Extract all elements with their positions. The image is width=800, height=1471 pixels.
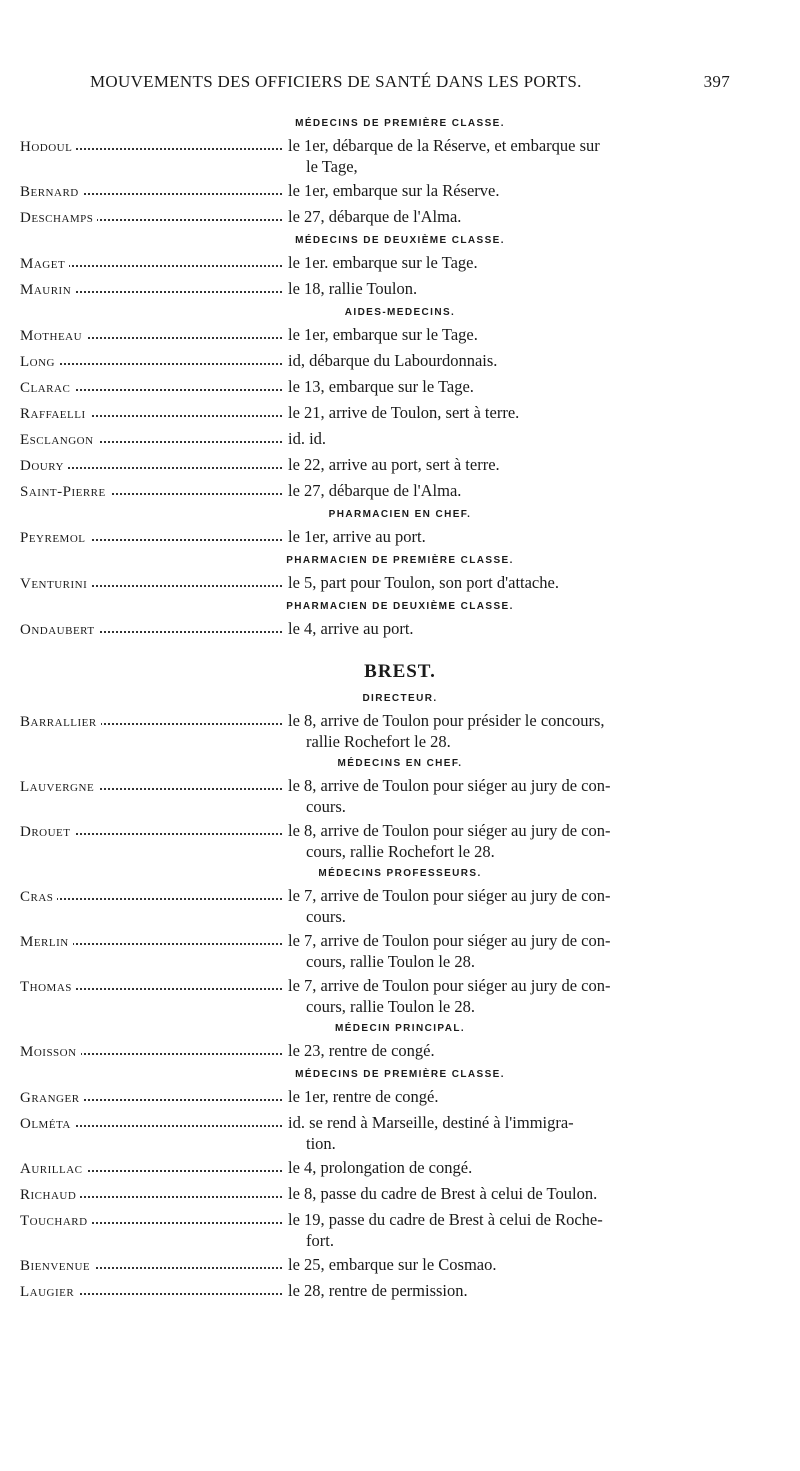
officer-entry	[20, 135, 760, 177]
movement-line-continued: cours.	[306, 797, 346, 816]
movement-note	[288, 1209, 760, 1251]
movement-line-continued: fort.	[306, 1231, 334, 1250]
officer-name: Saint-Pierre	[20, 484, 110, 500]
section-heading: AIDES-MEDECINS.	[344, 307, 456, 318]
section-heading: MÉDECINS DE PREMIÈRE CLASSE.	[295, 118, 505, 129]
officer-name-cell	[20, 402, 288, 425]
movement-line: le 1er, embarque sur la Réserve.	[288, 181, 500, 200]
officer-name: Barrallier	[20, 714, 101, 730]
section-heading: DIRECTEUR.	[362, 693, 438, 704]
officer-entry	[20, 820, 760, 862]
officer-name-cell	[20, 1086, 288, 1109]
movement-line: le 27, débarque de l'Alma.	[288, 207, 462, 226]
officer-name: Granger	[20, 1090, 84, 1106]
movement-line: le 4, arrive au port.	[288, 619, 414, 638]
dot-leader	[20, 363, 282, 365]
officer-name: Laugier	[20, 1284, 78, 1300]
officer-name: Peyremol	[20, 530, 90, 546]
officer-name: Cras	[20, 889, 57, 905]
officer-name-cell	[20, 206, 288, 229]
movement-line: le 1er. embarque sur le Tage.	[288, 253, 478, 272]
officer-name: Raffaelli	[20, 406, 90, 422]
officer-name-cell	[20, 252, 288, 275]
movement-note	[288, 775, 760, 817]
movement-note	[288, 376, 760, 397]
document-body	[20, 112, 760, 1306]
movement-line-continued: cours, rallie Toulon le 28.	[306, 952, 476, 971]
officer-name: Olméta	[20, 1116, 75, 1132]
port-heading: BREST.	[364, 661, 436, 682]
movement-note	[288, 135, 760, 177]
officer-entry	[20, 278, 760, 301]
movement-line: le 8, passe du cadre de Brest à celui de Toulon.	[288, 1184, 598, 1203]
officer-entry	[20, 526, 760, 549]
page-number: 397	[703, 72, 730, 91]
officer-name: Long	[20, 354, 59, 370]
officer-name-cell	[20, 572, 288, 595]
movement-note	[288, 572, 760, 593]
movement-note	[288, 1280, 760, 1301]
movement-note	[288, 324, 760, 345]
movement-line: le 4, prolongation de congé.	[288, 1158, 473, 1177]
movement-note	[288, 1040, 760, 1061]
movement-line: le 1er, arrive au port.	[288, 527, 426, 546]
movement-note	[288, 975, 760, 1017]
movement-note	[288, 526, 760, 547]
movement-line: id, débarque du Labourdonnais.	[288, 351, 498, 370]
section-heading: MÉDECINS PROFESSEURS.	[318, 868, 482, 879]
section-heading: MÉDECINS EN CHEF.	[337, 758, 463, 769]
officer-entry	[20, 324, 760, 347]
officer-name: Maget	[20, 256, 69, 272]
movement-line: le 8, arrive de Toulon pour siéger au jury de con-	[288, 821, 611, 840]
officer-entry	[20, 885, 760, 927]
officer-name: Deschamps	[20, 210, 97, 226]
movement-line-continued: cours.	[306, 907, 346, 926]
movement-note	[288, 206, 760, 227]
movement-line: le 25, embarque sur le Cosmao.	[288, 1255, 497, 1274]
officer-entry	[20, 1254, 760, 1277]
officer-name-cell	[20, 775, 288, 798]
movement-line: le 21, arrive de Toulon, sert à terre.	[288, 403, 520, 422]
officer-name-cell	[20, 428, 288, 451]
officer-entry	[20, 775, 760, 817]
officer-name: Touchard	[20, 1213, 92, 1229]
movement-line: le 1er, débarque de la Réserve, et embarque sur	[288, 136, 600, 155]
officer-entry	[20, 572, 760, 595]
officer-name: Clarac	[20, 380, 74, 396]
officer-name-cell	[20, 480, 288, 503]
movement-note	[288, 402, 760, 423]
officer-name: Esclangon	[20, 432, 98, 448]
officer-name-cell	[20, 975, 288, 998]
officer-entry	[20, 376, 760, 399]
page-title: MOUVEMENTS DES OFFICIERS DE SANTÉ DANS LES PORTS.	[90, 72, 582, 91]
officer-entry	[20, 1280, 760, 1303]
movement-line: le 23, rentre de congé.	[288, 1041, 435, 1060]
officer-entry	[20, 1040, 760, 1063]
movement-line: le 7, arrive de Toulon pour siéger au jury de con-	[288, 976, 611, 995]
movement-line: le 7, arrive de Toulon pour siéger au jury de con-	[288, 931, 611, 950]
movement-note	[288, 480, 760, 501]
officer-entry	[20, 402, 760, 425]
movement-line: le 8, arrive de Toulon pour siéger au jury de con-	[288, 776, 611, 795]
officer-name: Venturini	[20, 576, 91, 592]
officer-name-cell	[20, 1254, 288, 1277]
officer-name-cell	[20, 1280, 288, 1303]
officer-name-cell	[20, 618, 288, 641]
officer-entry	[20, 252, 760, 275]
section-heading: PHARMACIEN DE PREMIÈRE CLASSE.	[286, 555, 514, 566]
officer-name: Ondaubert	[20, 622, 99, 638]
section-heading: MÉDECINS DE PREMIÈRE CLASSE.	[295, 1069, 505, 1080]
movement-note	[288, 180, 760, 201]
movement-note	[288, 350, 760, 371]
officer-name: Doury	[20, 458, 68, 474]
officer-name: Thomas	[20, 979, 76, 995]
officer-name-cell	[20, 350, 288, 373]
movement-note	[288, 885, 760, 927]
movement-note	[288, 820, 760, 862]
movement-note	[288, 1254, 760, 1275]
movement-note	[288, 1086, 760, 1107]
officer-entry	[20, 180, 760, 203]
officer-name: Motheau	[20, 328, 86, 344]
officer-name-cell	[20, 1183, 288, 1206]
officer-name: Lauvergne	[20, 779, 98, 795]
movement-line: id. se rend à Marseille, destiné à l'immigra-	[288, 1113, 574, 1132]
officer-entry	[20, 930, 760, 972]
officer-name-cell	[20, 278, 288, 301]
officer-entry	[20, 480, 760, 503]
officer-name-cell	[20, 885, 288, 908]
section-heading: PHARMACIEN DE DEUXIÈME CLASSE.	[286, 601, 514, 612]
movement-line: le 19, passe du cadre de Brest à celui de Roche-	[288, 1210, 603, 1229]
dot-leader	[20, 898, 282, 900]
movement-note	[288, 930, 760, 972]
movement-line: le 7, arrive de Toulon pour siéger au jury de con-	[288, 886, 611, 905]
movement-note	[288, 1157, 760, 1178]
officer-name-cell	[20, 1157, 288, 1180]
officer-name-cell	[20, 135, 288, 158]
officer-name-cell	[20, 180, 288, 203]
movement-line-continued: tion.	[306, 1134, 336, 1153]
movement-line: le 1er, embarque sur le Tage.	[288, 325, 478, 344]
movement-note	[288, 278, 760, 299]
officer-entry	[20, 1209, 760, 1251]
movement-line: le 13, embarque sur le Tage.	[288, 377, 474, 396]
officer-entry	[20, 428, 760, 451]
officer-entry	[20, 710, 760, 752]
section-heading: PHARMACIEN EN CHEF.	[328, 509, 472, 520]
officer-name: Merlin	[20, 934, 73, 950]
officer-entry	[20, 1086, 760, 1109]
movement-line-continued: cours, rallie Rochefort le 28.	[306, 842, 495, 861]
movement-line: le 8, arrive de Toulon pour présider le concours,	[288, 711, 605, 730]
movement-line: le 22, arrive au port, sert à terre.	[288, 455, 500, 474]
section-heading: MÉDECINS DE DEUXIÈME CLASSE.	[295, 235, 505, 246]
officer-name: Aurillac	[20, 1161, 87, 1177]
movement-line: le 5, part pour Toulon, son port d'attache.	[288, 573, 559, 592]
movement-line: le 18, rallie Toulon.	[288, 279, 418, 298]
officer-entry	[20, 206, 760, 229]
officer-name-cell	[20, 1040, 288, 1063]
movement-note	[288, 428, 760, 449]
officer-name-cell	[20, 710, 288, 733]
officer-entry	[20, 350, 760, 373]
officer-entry	[20, 1157, 760, 1180]
movement-line: le 1er, rentre de congé.	[288, 1087, 439, 1106]
movement-line: le 28, rentre de permission.	[288, 1281, 468, 1300]
movement-note	[288, 252, 760, 273]
officer-name: Bienvenue	[20, 1258, 94, 1274]
officer-entry	[20, 1112, 760, 1154]
officer-name: Richaud	[20, 1187, 80, 1203]
officer-entry	[20, 975, 760, 1017]
officer-name: Bernard	[20, 184, 83, 200]
officer-entry	[20, 1183, 760, 1206]
officer-name-cell	[20, 1209, 288, 1232]
officer-name: Drouet	[20, 824, 75, 840]
movement-line: le 27, débarque de l'Alma.	[288, 481, 462, 500]
officer-name: Hodoul	[20, 139, 76, 155]
officer-name-cell	[20, 930, 288, 953]
movement-line-continued: cours, rallie Toulon le 28.	[306, 997, 476, 1016]
movement-note	[288, 1112, 760, 1154]
officer-entry	[20, 618, 760, 641]
officer-name: Moisson	[20, 1044, 81, 1060]
movement-note	[288, 710, 760, 752]
movement-line: id. id.	[288, 429, 327, 448]
section-heading: MÉDECIN PRINCIPAL.	[334, 1023, 466, 1034]
officer-name-cell	[20, 324, 288, 347]
officer-name: Maurin	[20, 282, 75, 298]
movement-note	[288, 618, 760, 639]
officer-name-cell	[20, 1112, 288, 1135]
movement-note	[288, 454, 760, 475]
officer-name-cell	[20, 454, 288, 477]
officer-entry	[20, 454, 760, 477]
movement-note	[288, 1183, 760, 1204]
movement-line-continued: le Tage,	[306, 157, 358, 176]
officer-name-cell	[20, 820, 288, 843]
officer-name-cell	[20, 526, 288, 549]
officer-name-cell	[20, 376, 288, 399]
movement-line-continued: rallie Rochefort le 28.	[306, 732, 451, 751]
